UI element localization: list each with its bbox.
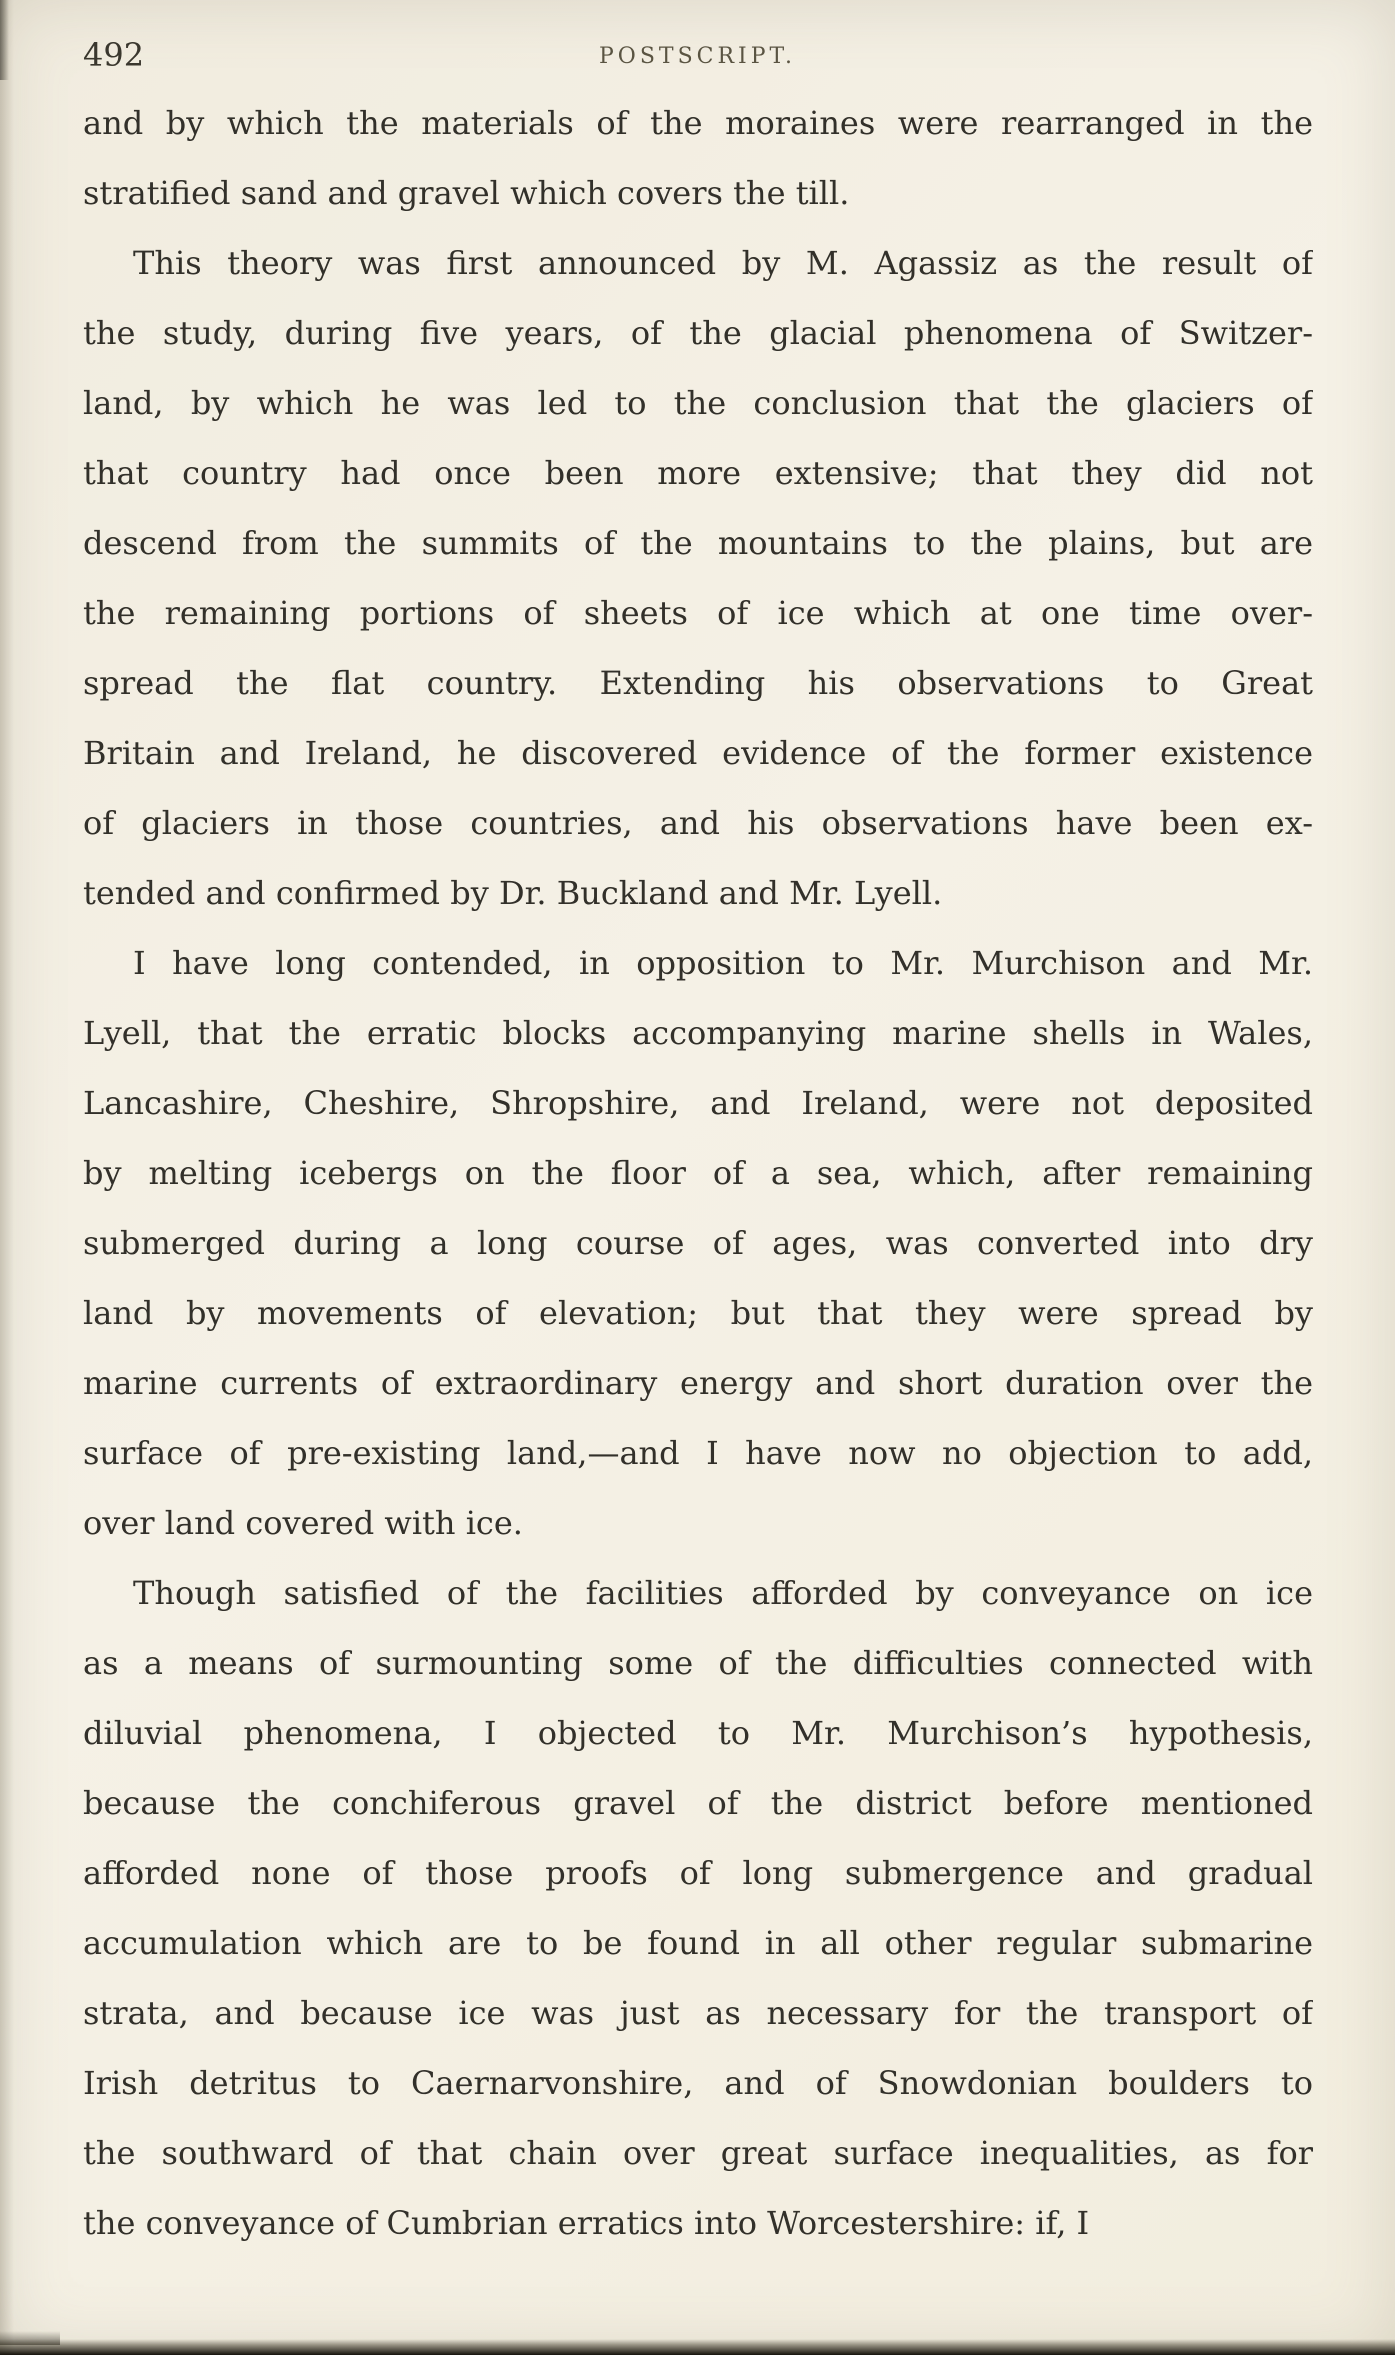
- text-line: that country had once been more extensive; that they did not: [83, 454, 1313, 492]
- text-line: the remaining portions of sheets of ice which at one time over-: [83, 594, 1313, 632]
- text-line: of glaciers in those countries, and his observations have been ex-: [83, 804, 1313, 842]
- text-line: and by which the materials of the moraines were rearranged in the: [83, 104, 1313, 142]
- text-line: the study, during five years, of the glacial phenomena of Switzer-: [83, 314, 1313, 352]
- text-line: because the conchiferous gravel of the district before mentioned: [83, 1784, 1313, 1822]
- text-line: diluvial phenomena, I objected to Mr. Murchison’s hypothesis,: [83, 1714, 1313, 1752]
- text-line: Though satisfied of the facilities afforded by conveyance on ice: [133, 1574, 1313, 1612]
- page-number: 492: [83, 36, 145, 74]
- text-line: by melting icebergs on the floor of a sea, which, after remaining: [83, 1154, 1313, 1192]
- scan-corner-top-left: [0, 0, 9, 80]
- text-line: the conveyance of Cumbrian erratics into Worcestershire: if, I: [83, 2204, 1090, 2242]
- text-line: Lancashire, Cheshire, Shropshire, and Ireland, were not deposited: [83, 1084, 1313, 1122]
- page-body: [83, 88, 1313, 2258]
- text-line: as a means of surmounting some of the difficulties connected with: [83, 1644, 1313, 1682]
- text-line: Lyell, that the erratic blocks accompanying marine shells in Wales,: [83, 1014, 1313, 1052]
- text-line: Britain and Ireland, he discovered evidence of the former existence: [83, 734, 1313, 772]
- text-line: stratified sand and gravel which covers the till.: [83, 174, 850, 212]
- text-line: afforded none of those proofs of long submergence and gradual: [83, 1854, 1313, 1892]
- page-header: [83, 36, 1312, 80]
- text-line: land by movements of elevation; but that they were spread by: [83, 1294, 1313, 1332]
- text-line: strata, and because ice was just as necessary for the transport of: [83, 1994, 1313, 2032]
- text-line: descend from the summits of the mountains to the plains, but are: [83, 524, 1313, 562]
- text-line: marine currents of extraordinary energy and short duration over the: [83, 1364, 1313, 1402]
- text-line: I have long contended, in opposition to Mr. Murchison and Mr.: [133, 944, 1313, 982]
- text-line: submerged during a long course of ages, was converted into dry: [83, 1224, 1313, 1262]
- running-header: POSTSCRIPT.: [599, 44, 796, 69]
- text-line: over land covered with ice.: [83, 1504, 523, 1542]
- text-line: tended and confirmed by Dr. Buckland and Mr. Lyell.: [83, 874, 943, 912]
- text-line: surface of pre-existing land,—and I have now no objection to add,: [83, 1434, 1313, 1472]
- text-line: accumulation which are to be found in all other regular submarine: [83, 1924, 1313, 1962]
- text-line: spread the flat country. Extending his observations to Great: [83, 664, 1313, 702]
- text-line: the southward of that chain over great surface inequalities, as for: [83, 2134, 1313, 2172]
- text-line: land, by which he was led to the conclusion that the glaciers of: [83, 384, 1313, 422]
- text-line: This theory was first announced by M. Agassiz as the result of: [133, 244, 1313, 282]
- scan-edge-left: [0, 0, 14, 2355]
- scan-edge-bottom: [0, 2339, 1395, 2355]
- text-line: Irish detritus to Caernarvonshire, and of Snowdonian boulders to: [83, 2064, 1313, 2102]
